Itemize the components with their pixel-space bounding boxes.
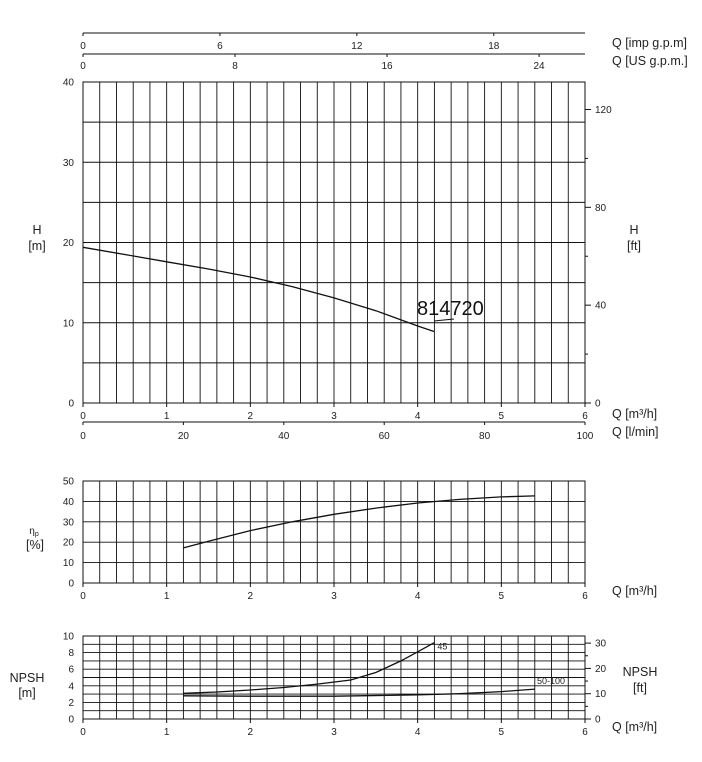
model-label: 814720	[417, 298, 484, 320]
x-tick-label: 6	[582, 411, 588, 422]
x-tick-label: 0	[80, 727, 86, 738]
y-tick-label: 8	[68, 648, 74, 660]
panel-efficiency	[26, 477, 657, 603]
y-tick-label: 0	[68, 578, 74, 590]
x-axis-label: Q [m³/h]	[612, 720, 658, 734]
y-axis-label-symbol: NPSH	[9, 671, 45, 685]
y2-tick-label: 80	[595, 202, 607, 214]
x-tick-label: 5	[498, 591, 505, 602]
y-tick-label: 2	[68, 697, 74, 709]
x2-tick-label: 80	[479, 431, 491, 442]
panel-head	[28, 33, 687, 442]
y2-tick-label: 10	[595, 689, 607, 701]
x-tick-label: 2	[247, 411, 254, 422]
y-tick-label: 0	[68, 398, 74, 410]
x-tick-label: 4	[414, 591, 421, 602]
x-axis-label: Q [m³/h]	[612, 407, 658, 421]
y-tick-label: 20	[62, 238, 74, 249]
top1-tick-label: 0	[80, 41, 86, 52]
top2-tick-label: 0	[80, 61, 86, 72]
x-tick-label: 4	[414, 411, 421, 422]
x-tick-label: 4	[414, 727, 421, 738]
y2-tick-label: 30	[595, 638, 607, 650]
x-tick-label: 3	[331, 411, 337, 422]
x-tick-label: 6	[582, 727, 588, 738]
y-tick-label: 20	[62, 537, 74, 549]
x-tick-label: 0	[80, 411, 86, 422]
y-tick-label: 30	[62, 157, 74, 169]
npsh-curve-50-100	[183, 689, 534, 696]
top1-tick-label: 12	[351, 41, 363, 52]
x2-tick-label: 0	[80, 431, 86, 442]
x-tick-label: 1	[163, 591, 170, 602]
y-tick-label: 10	[62, 631, 74, 643]
top1-axis-label: Q [imp g.p.m]	[612, 36, 688, 50]
y2-tick-label: 0	[595, 714, 601, 726]
y-tick-label: 30	[62, 517, 74, 529]
y-tick-label: 6	[68, 664, 74, 676]
y-axis-label-unit: [m]	[18, 686, 36, 700]
top2-tick-label: 24	[533, 61, 545, 72]
y2-tick-label: 40	[595, 300, 607, 312]
x-tick-label: 5	[498, 727, 505, 738]
panel-npsh	[10, 632, 658, 739]
head-curve	[83, 247, 434, 331]
top2-tick-label: 16	[381, 61, 393, 72]
x2-tick-label: 40	[278, 431, 290, 442]
x-tick-label: 5	[498, 411, 505, 422]
top1-tick-label: 18	[488, 41, 500, 52]
x2-tick-label: 60	[378, 431, 390, 442]
x-tick-label: 1	[163, 411, 170, 422]
top2-tick-label: 8	[232, 61, 238, 72]
y-tick-label: 0	[68, 714, 74, 726]
x-tick-label: 0	[80, 591, 86, 602]
y-axis-label-symbol: H	[32, 223, 42, 237]
npsh-curve-tag-50-100: 50-100	[537, 676, 566, 686]
y-tick-label: 50	[62, 476, 74, 488]
x2-tick-label: 20	[177, 431, 189, 442]
y-axis-label-unit: [m]	[28, 239, 46, 253]
y-axis-label-unit: [%]	[25, 538, 45, 552]
x2-axis-label: Q [l/min]	[612, 425, 659, 439]
x-tick-label: 1	[163, 727, 170, 738]
y-tick-label: 10	[62, 558, 74, 570]
y2-axis-label-symbol: H	[629, 223, 639, 237]
y-axis-label-symbol: $\eta_p$	[29, 526, 39, 538]
y2-tick-label: 20	[595, 663, 607, 675]
y-tick-label: 40	[62, 77, 74, 89]
top2-axis-label: Q [US g.p.m.]	[612, 54, 688, 68]
y2-axis-label-unit: [ft]	[633, 681, 647, 695]
y2-axis-label-unit: [ft]	[627, 239, 641, 253]
x-tick-label: 2	[247, 727, 254, 738]
x-tick-label: 3	[331, 591, 337, 602]
x-tick-label: 3	[331, 727, 337, 738]
y-axis-label-subscript: p	[34, 531, 39, 538]
y-tick-label: 4	[68, 681, 74, 693]
y2-tick-label: 120	[595, 104, 612, 116]
y-tick-label: 40	[62, 496, 74, 508]
x-tick-label: 6	[582, 591, 588, 602]
x-axis-label: Q [m³/h]	[612, 584, 658, 598]
top1-tick-label: 6	[217, 41, 223, 52]
y2-axis-label-symbol: NPSH	[622, 665, 658, 679]
y2-tick-label: 0	[595, 398, 601, 410]
npsh-curve-tag-45: 45	[437, 641, 448, 652]
x-tick-label: 2	[247, 591, 254, 602]
x2-tick-label: 100	[576, 431, 594, 442]
y-tick-label: 10	[62, 318, 74, 330]
